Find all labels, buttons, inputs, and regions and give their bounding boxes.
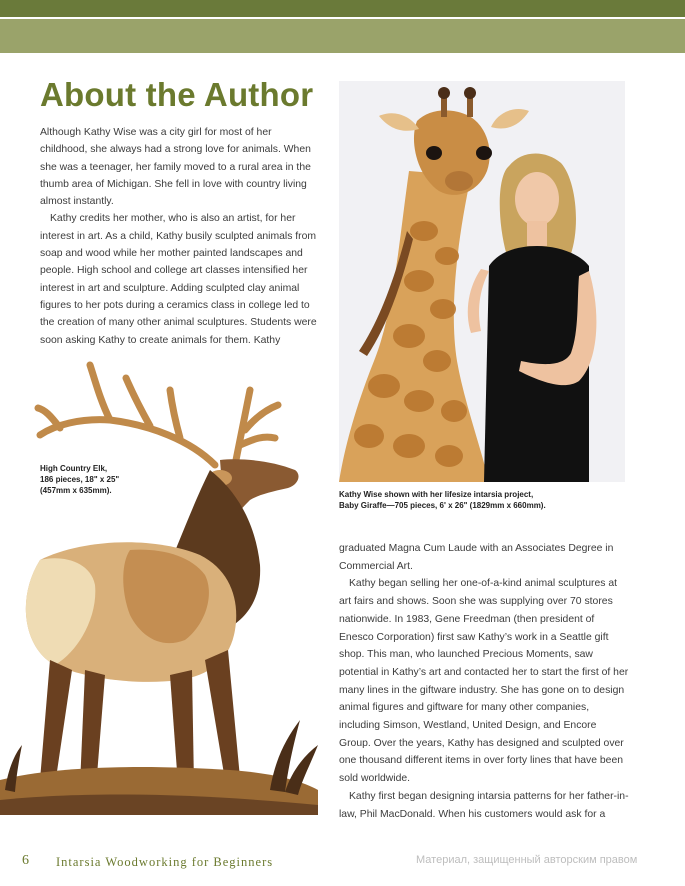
elk-illustration bbox=[0, 360, 330, 830]
caption-line: Baby Giraffe—705 pieces, 6' x 26" (1829mm x 660mm). bbox=[339, 501, 546, 510]
header-band-dark bbox=[0, 0, 685, 17]
elk-intarsia-image bbox=[0, 360, 330, 830]
author-giraffe-photo bbox=[339, 81, 625, 482]
author-giraffe-illustration bbox=[339, 81, 625, 482]
photo-caption bbox=[339, 489, 629, 511]
page-number: 6 bbox=[22, 853, 29, 868]
paragraph: Kathy began selling her one-of-a-kind animal sculptures at art fairs and shows. Soon she was supplying over 70 stores nationwide. In 1983, Gene Freedman (then president of Enesco Corporation) first saw Kathy’s work in a Seattle gift shop. This man, who launched Precious Moments, saw potential in Kathy’s art and contacted her to start the first of her many lines in the giftware industry. She has gone on to design animal figures and giftware for many other companies, including Simson, Westland, United Design, and Encore Group. Over the years, Kathy has designed and sculpted over one thousand different items in over forty lines that have been sold worldwide. bbox=[339, 578, 629, 785]
elk-caption bbox=[40, 463, 150, 496]
caption-line: High Country Elk, bbox=[40, 464, 108, 473]
paragraph: Kathy credits her mother, who is also an artist, for her interest in art. As a child, Kathy busily sculpted animals from soap and wood while her mother painted landscapes and people. High school and college art classes intensified her interest in art and sculpture. Adding sculpted clay animal figures to her pots during a ceramics class in college led to the creation of many other animal sculptures. Students were soon asking Kathy to create animals for them. Kathy bbox=[40, 213, 317, 346]
running-footer-title: Intarsia Woodworking for Beginners bbox=[56, 855, 274, 869]
caption-line: (457mm x 635mm). bbox=[40, 486, 112, 495]
header-band-light bbox=[0, 19, 685, 53]
page-title: About the Author bbox=[40, 76, 314, 113]
paragraph: Kathy first began designing intarsia patterns for her father-in-law, Phil MacDonald. When his customers would ask for a bbox=[339, 790, 629, 820]
paragraph: Although Kathy Wise was a city girl for most of her childhood, she always had a strong love for animals. When she was a teenager, her family moved to a rural area in the thumb area of Michigan. She fell in love with country living almost instantly. bbox=[40, 127, 311, 208]
paragraph: graduated Magna Cum Laude with an Associates Degree in Commercial Art. bbox=[339, 543, 614, 572]
copyright-watermark: Материал, защищенный авторским правом bbox=[416, 854, 638, 866]
body-column-right bbox=[339, 540, 629, 823]
body-column-left bbox=[40, 124, 320, 349]
caption-line: 186 pieces, 18" x 25" bbox=[40, 475, 120, 484]
caption-line: Kathy Wise shown with her lifesize intarsia project, bbox=[339, 490, 534, 499]
